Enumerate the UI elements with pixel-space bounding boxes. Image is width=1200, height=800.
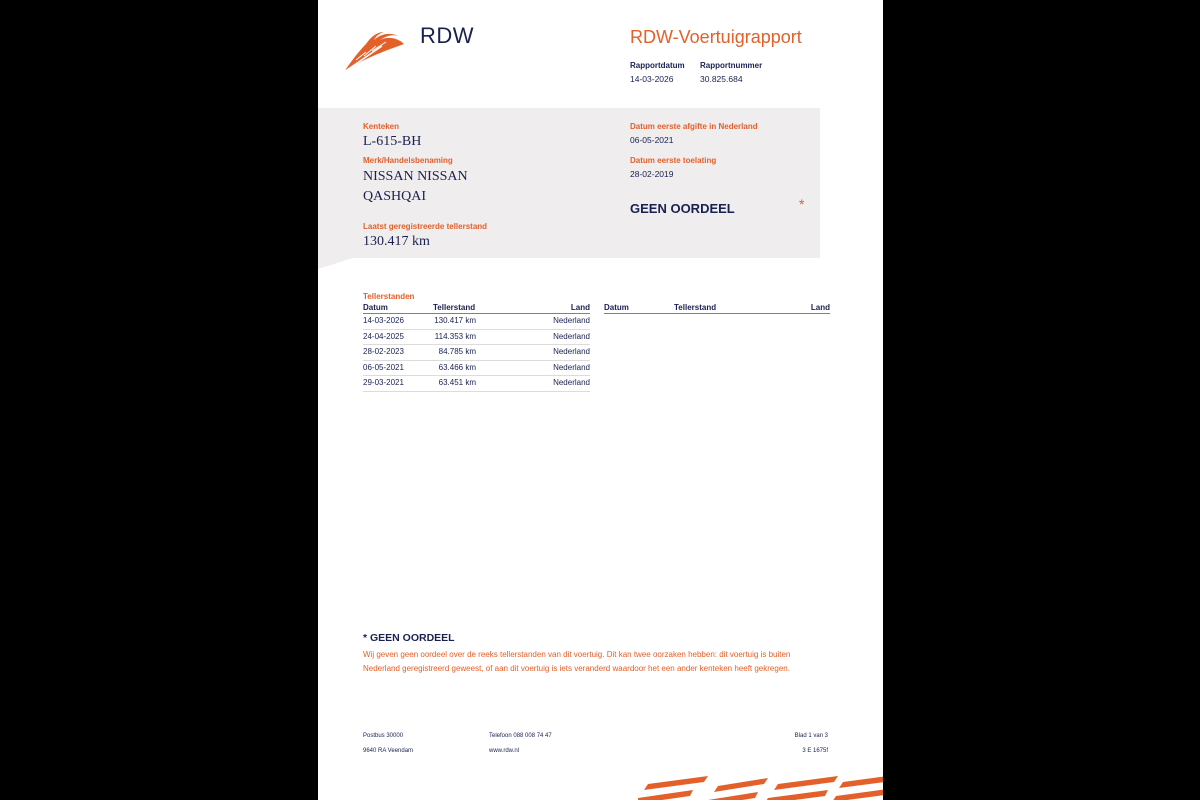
odometer-table-right	[604, 303, 830, 314]
col-reading-header: Tellerstand	[674, 303, 717, 312]
plate-value: L-615-BH	[363, 134, 422, 149]
row-country: Nederland	[553, 378, 590, 387]
report-date-block	[630, 61, 685, 84]
row-reading: 130.417 km	[434, 316, 476, 325]
brand-name: RDW	[420, 23, 475, 48]
odometer-value: 130.417 km	[363, 234, 430, 249]
verdict-star: *	[799, 196, 805, 212]
row-country: Nederland	[553, 362, 590, 372]
table-row	[363, 361, 590, 377]
note-body: Wij geven geen oordeel over de reeks tellerstanden van dit voertuig. Dit kan twee oorzaken hebben: dit voertuig is buiten Nederland geregistreerd geweest, of aan dit voertuig is iets veranderd waardoor het een ander kenteken heeft gekregen.	[363, 650, 791, 673]
row-date: 28-02-2023	[363, 347, 404, 356]
report-date: 14-03-2026	[630, 74, 674, 84]
row-reading: 84.785 km	[438, 347, 476, 356]
first-admission-label: Datum eerste toelating	[630, 156, 717, 165]
table-row	[363, 314, 590, 330]
col-date-header: Datum	[604, 303, 629, 312]
footer-code: 3 E 1675f	[802, 748, 828, 754]
odometer-label: Laatst geregistreerde tellerstand	[363, 222, 488, 231]
row-country: Nederland	[553, 331, 590, 341]
report-number: 30.825.684	[700, 74, 743, 84]
rdw-feather-logo-icon	[342, 30, 412, 74]
col-country-header: Land	[570, 303, 590, 312]
row-country: Nederland	[553, 347, 590, 356]
row-reading: 63.466 km	[438, 362, 476, 372]
report-number-block	[700, 61, 762, 84]
row-date: 24-04-2025	[363, 331, 404, 341]
table-row	[363, 345, 590, 361]
verdict: GEEN OORDEEL	[630, 201, 735, 216]
first-admission-date: 28-02-2019	[630, 169, 674, 179]
row-date: 29-03-2021	[363, 378, 404, 387]
footer-web: www.rdw.nl	[489, 748, 520, 754]
table-row	[363, 330, 590, 346]
plate-label: Kenteken	[363, 122, 400, 131]
row-country: Nederland	[553, 316, 590, 325]
report-title: RDW-Voertuigrapport	[630, 27, 802, 47]
make-label: Merk/Handelsbenaming	[363, 156, 453, 165]
note-title: * GEEN OORDEEL	[363, 632, 455, 644]
report-number-label: Rapportnummer	[700, 61, 763, 70]
row-reading: 114.353 km	[434, 331, 476, 341]
first-nl-label: Datum eerste afgifte in Nederland	[630, 122, 758, 131]
first-nl-date: 06-05-2021	[630, 135, 674, 145]
table-header	[604, 303, 830, 314]
row-date: 06-05-2021	[363, 362, 404, 372]
footer-address-1: Postbus 30000	[363, 733, 404, 739]
odometer-table-title: Tellerstanden	[363, 292, 415, 301]
footer-page: Blad 1 van 3	[794, 733, 828, 739]
row-reading: 63.451 km	[438, 378, 476, 387]
report-date-label: Rapportdatum	[630, 61, 685, 70]
table-header	[363, 303, 590, 314]
table-row	[363, 376, 590, 392]
odometer-table-left	[363, 303, 590, 392]
panel-tab-decoration	[318, 257, 356, 269]
row-date: 14-03-2026	[363, 316, 404, 325]
footer-address-2: 9640 RA Veendam	[363, 748, 414, 754]
rdw-stripes-decoration-icon	[638, 772, 883, 800]
make-line-2: QASHQAI	[363, 189, 426, 204]
footer-phone: Telefoon 088 008 74 47	[489, 733, 552, 739]
report-page	[318, 0, 883, 800]
make-line-1: NISSAN NISSAN	[363, 169, 468, 184]
col-date-header: Datum	[363, 303, 388, 312]
col-country-header: Land	[810, 303, 830, 312]
col-reading-header: Tellerstand	[433, 303, 476, 312]
